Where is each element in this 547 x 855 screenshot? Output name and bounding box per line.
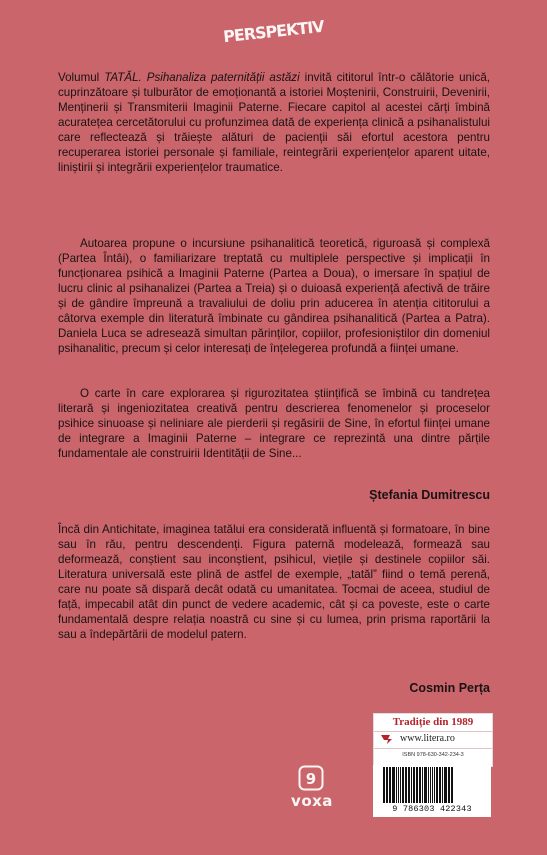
barcode-bar xyxy=(434,767,435,803)
barcode-bar xyxy=(400,767,401,803)
barcode-bar xyxy=(416,767,418,803)
barcode-bar xyxy=(411,767,412,803)
publisher-url-row xyxy=(374,731,492,749)
barcode-bar xyxy=(428,767,429,803)
barcode-bar xyxy=(442,767,443,803)
publisher-info-box xyxy=(373,713,493,767)
paragraph-1-rest: invită cititorul într-o călătorie unică, cuprinzătoare și tulburător de emoționantă a istoriei Moștenirii, Construirii, Devenirii, Menținerii și Transmiterii Imaginii Paterne. Fiecare capitol al acestei cărți îmbină acuratețea cercetătorului cu profunzimea dată de experiența clinică a psihanalistului care reflectează și trăiește alături de pacienții săi efortul acestora pentru recuperarea istoriei personale și familiale, reintegrării experiențelor aparent uitate, liniștirii și integrării experiențelor traumatice. xyxy=(58,71,491,175)
barcode-bar xyxy=(432,767,433,803)
barcode-digits: 9 786303 422343 xyxy=(392,804,472,814)
blurb-paragraph-1 xyxy=(58,70,490,175)
barcode-bar xyxy=(424,767,427,803)
signature-stefania-dumitrescu: Ștefania Dumitrescu xyxy=(369,488,490,502)
barcode-bar xyxy=(439,767,441,803)
barcode-bar xyxy=(444,767,447,803)
voxa-logo-icon xyxy=(298,765,324,791)
barcode-bar xyxy=(430,767,431,803)
barcode-bars xyxy=(373,767,491,805)
tradition-label: Tradiție din 1989 xyxy=(392,716,474,728)
barcode-bar xyxy=(383,767,385,803)
blurb-paragraph-3: O carte în care explorarea și rigurozitatea științifică se îmbină cu tandrețea literară și ingeniozitatea creativă pentru descrierea fenomenelor și proceselor psihice sinuoase și neliniare ale pierderii și regăsirii de Sine, în efortul ființei umane de integrare a Imaginii Paterne – integrare ce reprezintă una dintre părțile fundamentale ale construirii Identității de Sine... xyxy=(58,387,490,461)
barcode-bar xyxy=(419,767,421,803)
signature-cosmin-perta: Cosmin Perța xyxy=(409,681,490,695)
barcode-bar xyxy=(436,767,438,803)
blurb-paragraph-2: Autoarea propune o incursiune psihanalitică teoretică, riguroasă și complexă (Partea Întâi), o familiarizare treptată cu multiplele perspective și implicații în funcționarea psihică a Imaginii Paterne (Partea a Doua), o imersare în spațiul de lucru clinic al psihanalizei (Partea a Treia) și o duioasă experiență afectivă de trăire și de gândire împreună a travaliului de doliu prin aducerea în atenția cititorului a câtorva exemple din literatură îmbinate cu gândirea psihanalitică (Partea a Patra). Daniela Luca se adresează simultan părinților, copiilor, profesioniștilor din domeniul psihanalitic, precum și celor interesați de înțelegerea profundă a ființei umane. xyxy=(58,237,490,356)
barcode-bar xyxy=(422,767,423,803)
paragraph-1-prefix: Volumul xyxy=(58,71,105,84)
barcode-bar xyxy=(396,767,397,803)
barcode-bar xyxy=(402,767,404,803)
blurb-paragraph-4: Încă din Antichitate, imaginea tatălui era considerată influentă și formatoare, în bine sau în rău, pentru descendenți. Figura paternă modelează, formează sau deformează, conștient sau inconștient, psihicul, viețile și destinele copiilor săi. Literatura universală este plină de astfel de exemple, „tatăl” fiind o temă perenă, care nu poate să dispară decât odată cu umanitatea. Tocmai de aceea, studiul de față, impecabil atât din punct de vedere academic, cât și ca poveste, este o carte fundamentală despre relația noastră cu sine și cu lumea, prin prisma raportării la sau a îndepărtării de modelul patern. xyxy=(58,523,490,642)
book-title: TATĂL. Psihanaliza paternității astăzi xyxy=(104,71,300,84)
barcode-bar xyxy=(408,767,410,803)
barcode-bar xyxy=(405,767,407,803)
barcode xyxy=(373,765,491,817)
barcode-bar xyxy=(398,767,399,803)
series-logo: PERSPEKTIV xyxy=(222,16,325,47)
barcode-bar xyxy=(386,767,388,803)
barcode-bar xyxy=(392,767,395,803)
barcode-bar xyxy=(389,767,391,803)
publisher-url: www.litera.ro xyxy=(400,733,455,744)
litera-logo-icon xyxy=(381,734,395,745)
voxa-logo-glyph: 9 xyxy=(305,770,317,788)
isbn-text: ISBN 978-630-342-234-3 xyxy=(402,752,464,758)
barcode-bar xyxy=(413,767,415,803)
imprint-name: voxa xyxy=(291,792,333,810)
barcode-bar xyxy=(448,767,450,803)
barcode-bar xyxy=(451,767,453,803)
